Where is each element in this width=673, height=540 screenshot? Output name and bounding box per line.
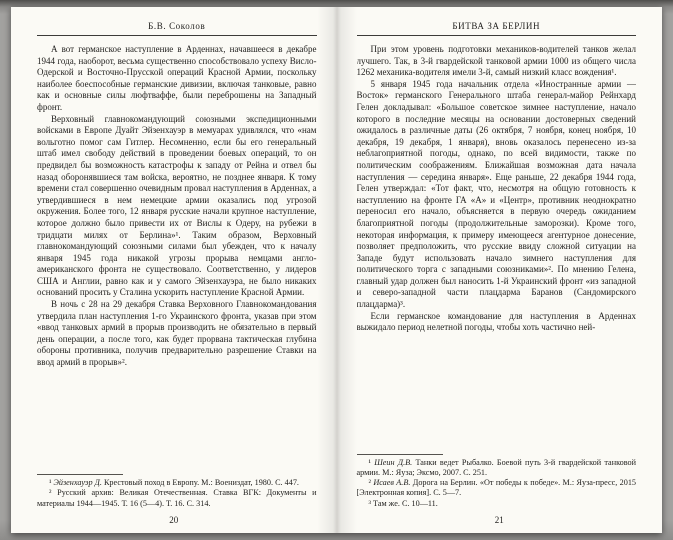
footnote xyxy=(37,478,317,488)
footnotes-right xyxy=(357,458,637,509)
running-header-right: БИТВА ЗА БЕРЛИН xyxy=(357,21,637,36)
footnote xyxy=(357,499,637,509)
footnote-marker: ¹ xyxy=(49,478,52,488)
paragraph: А вот германское наступление в Арденнах, начавшееся в декабре 1944 года, наоборот, весьма существенно способствовало успеху Висло-Одерской и Восточно-Прусской операций Красной Армии, поскольку наиболее боеспособные германские дивизии, включая танковые, равно как и основные силы люфтваффе, были переброшены на Западный фронт. xyxy=(37,44,317,112)
footnote-marker: ³ xyxy=(368,498,371,508)
page-number-left: 20 xyxy=(169,515,179,525)
footnote-text: Там же. С. 10—11. xyxy=(373,498,438,508)
footnote-author: Исаев А.В. xyxy=(373,478,411,488)
book-spread xyxy=(11,7,662,533)
footnote-text: Русский архив: Великая Отечественная. Ставка ВГК: Документы и материалы 1944—1945. Т. 16 (5—4). Т. 16. С. 314. xyxy=(37,488,317,508)
footnote-marker: ² xyxy=(368,478,371,488)
paragraph: В ночь с 28 на 29 декабря Ставка Верховного Главнокомандования утвердила план наступления 1-го Украинского фронта, указав при этом «ввод танковых армий в прорыв производить не обязательно в первый день операции, а после того, как будет прорвана тактическая глубина обороны противника, получив предварительно разрешение Ставки на ввод армий в прорыв»². xyxy=(37,299,317,368)
paragraph: При этом уровень подготовки механиков-водителей танков желал лучшего. Так, в 3-й гвардейской танковой армии 1000 из общего числа 1262 механика-водителя имели 3-й, самый низкий класс вождения¹. xyxy=(356,44,636,78)
footnote-author: Шеин Д.В. xyxy=(374,457,413,467)
footnote xyxy=(357,458,637,479)
footnote-marker: ² xyxy=(49,488,52,498)
footnote-text: Танки ведет Рыбалко. Боевой путь 3-й гвардейской танковой армии. М.: Яуза; Эксмо, 2007. С. 251. xyxy=(356,457,637,477)
footnote-separator xyxy=(357,454,443,455)
footnote-marker: ¹ xyxy=(368,457,371,467)
footnote-text: Крестовый поход в Европу. М.: Воениздат, 1980. С. 447. xyxy=(103,478,299,488)
footnote xyxy=(37,488,317,509)
footnote xyxy=(357,478,637,499)
page-right xyxy=(337,7,663,533)
page-body-left xyxy=(37,44,317,469)
footnote-text: Дорога на Берлин. «От победы к победе». М.: Яуза-пресс, 2015 [Электронная копия]. С. 5—7. xyxy=(356,478,637,498)
page-number-right: 21 xyxy=(494,515,504,525)
footnote-separator xyxy=(37,474,123,475)
footnote-author: Эйзенхауэр Д. xyxy=(53,478,102,488)
paragraph: Верховный главнокомандующий союзными экспедиционными войсками в Европе Дуайт Эйзенхауэр в мемуарах удивлялся, что «нам вольготно помог сам Гитлер. Несомненно, если бы его генеральный штаб имел свободу действий в проведении боевых операций, то он предвидел бы возможность катастрофы к западу от Рейна и отвел бы назад оборонявшиеся там войска, вероятно, не позднее января. К тому времени стал совершенно очевидным провал наступления в Арденнах, а утвердившиеся в нем немецкие армии оказались под угрозой окружения. Более того, 12 января русские начали крупное наступление, которое должно было привести их от Вислы к Одеру, на рубежи в тридцати милях от Берлина»¹. Таким образом, Верховный главнокомандующий союзными силами был убежден, что к началу января 1945 года никакой угрозы прорыва немцами англо-американского фронта не существовало. Соответственно, у лидеров США и Англии, равно как и у самого Эйзенхауэра, не было никаких оснований просить у Сталина ускорить наступление Красной Армии. xyxy=(37,113,317,298)
page-body-right xyxy=(357,44,637,449)
paragraph: Если германское командование для наступления в Арденнах выжидало период нелетной погоды, чтобы хоть частично ней- xyxy=(356,310,636,333)
page-left xyxy=(11,7,337,533)
footnotes-left xyxy=(37,478,317,509)
running-header-left: Б.В. Соколов xyxy=(37,21,317,36)
paragraph: 5 января 1945 года начальник отдела «Иностранные армии — Восток» германского Генерального штаба генерал-майор Рейнхард Гелен докладывал: «Большое советское зимнее наступление, начало которого в последние месяцы на основании достоверных сведений ожидалось в различные даты (26 октября, 7 ноября, конец ноября, 10 декабря, 19 декабря, 1 января), вновь оказалось перенесено из-за неблагоприятной погоды, однако, по всей видимости, также по политическим соображениям. Ближайшая возможная дата начала наступления — середина января». Еще раньше, 22 декабря 1944 года, Гелен утверждал: «Тот факт, что, несмотря на общую готовность к наступлению на фронте ГА «А» и «Центр», противник неоднократно переносил его начало, объясняется в первую очередь ожиданием благоприятной погоды (продолжительные заморозки). Кроме того, некоторая информация, к примеру имеющееся агентурное донесение, позволяет предположить, что русские ввиду сложной ситуации на Западе будут использовать начало зимнего наступления для политического торга с западными союзниками»². По мнению Гелена, главный удар должен был наносить 1-й Украинский фронт «из западной и северо-западной части плацдарма Баранов (Сандомирского плацдарма)³. xyxy=(356,78,636,310)
